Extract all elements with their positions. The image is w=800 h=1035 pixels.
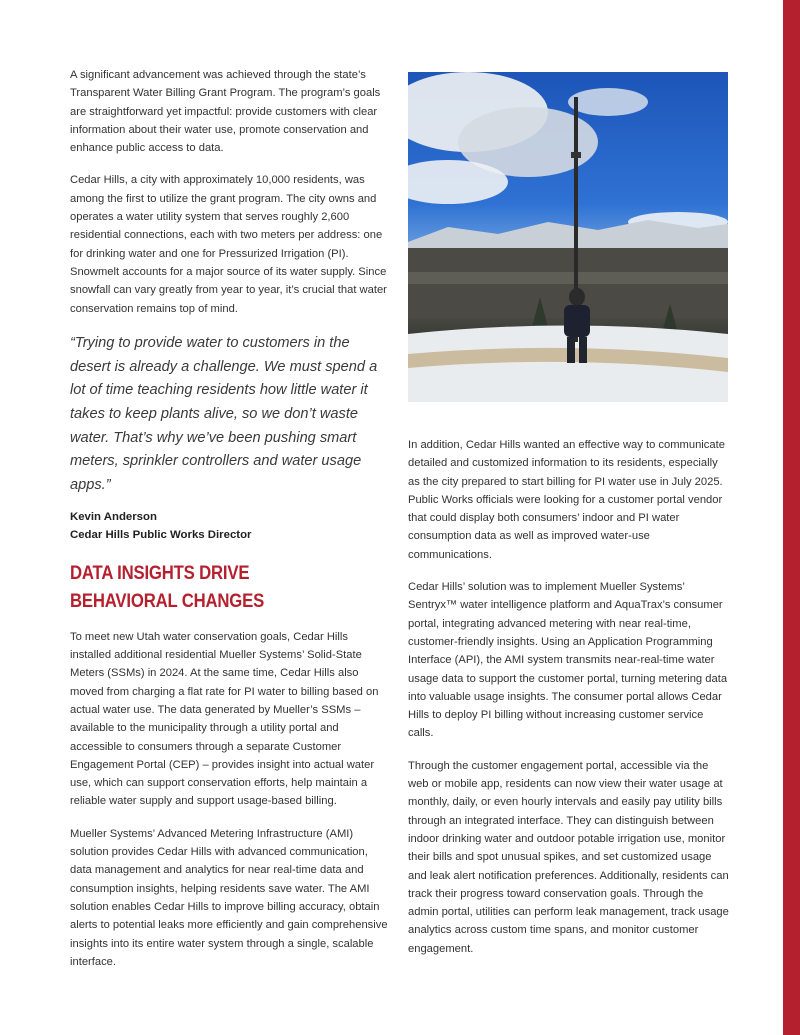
attribution-name: Kevin Anderson	[70, 510, 157, 523]
body-paragraph: A significant advancement was achieved through the state’s Transparent Water Billing Grant Program. The program’s goals are straightforward yet impactful: provide customers with clear information about their water use, promote conservation and enhance public access to data.	[70, 69, 381, 155]
body-paragraph: Through the customer engagement portal, accessible via the web or mobile app, residents can now view their water usage at monthly, daily, or even hourly intervals and easily pay utility bills through an integrated interface. They can distinguish between indoor drinking water and outdoor potable irrigation use, monitor their bills and spot unusual spikes, and set customized usage and leak alert notification preferences. Additionally, residents can track their progress toward conservation goals. Through the admin portal, utilities can perform leak management, track usage analytics across custom time spans, and monitor customer engagement.	[408, 759, 729, 955]
section-heading-line-2: BEHAVIORAL CHANGES	[70, 590, 265, 612]
photo-illustration	[408, 72, 728, 402]
quote-attribution	[70, 508, 390, 544]
accent-side-bar	[783, 0, 800, 1035]
attribution-title: Cedar Hills Public Works Director	[70, 528, 252, 541]
body-paragraph: Cedar Hills, a city with approximately 10,000 residents, was among the first to utilize the grant program. The city owns and operates a water utility system that serves roughly 2,600 residential connections, each with two meters per address: one for drinking water and one for Pressurized Irrigation (PI). Snowmelt accounts for a major source of its water supply. Since snowfall can vary greatly from year to year, it’s crucial that water conservation remains top of mind.	[70, 174, 387, 315]
right-column	[408, 72, 730, 972]
body-paragraph: In addition, Cedar Hills wanted an effective way to communicate detailed and customized information to its residents, especially as the city prepared to start billing for PI water use in July 2025. Public Works officials were looking for a customer portal vendor that could display both consumers’ indoor and PI water consumption data as well as improved water-use communications.	[408, 439, 725, 561]
photo-meter-antenna	[408, 72, 728, 402]
left-column	[70, 66, 390, 985]
body-paragraph: To meet new Utah water conservation goals, Cedar Hills installed additional residential Mueller Systems’ Solid-State Meters (SSMs) in 2024. At the same time, Cedar Hills also moved from charging a flat rate for PI water to billing based on actual water use. The data generated by Mueller’s SSMs – available to the municipality through a utility portal and accessible to consumers through a separate Customer Engagement Portal (CEP) – provides insight into actual water use, which can support conservation efforts, help maintain a reliable water supply and support usage-based billing.	[70, 630, 379, 808]
body-paragraph: Cedar Hills’ solution was to implement Mueller Systems’ Sentryx™ water intelligence platform and AquaTrax’s consumer portal, integrating advanced metering with near real-time, customer-friendly insights. Using an Application Programming Interface (API), the AMI system transmits near-real-time water usage data to support the customer portal, turning metering data into valuable usage insights. The consumer portal allows Cedar Hills to deploy PI billing without increasing customer service calls.	[408, 581, 728, 740]
pull-quote: “Trying to provide water to customers in the desert is already a challenge. We must spend a lot of time teaching residents how little water it takes to keep plants alive, so we don’t waste water. That’s why we’ve been pushing smart meters, sprinkler controllers and water usage apps.”	[70, 334, 378, 494]
section-heading-line-1: DATA INSIGHTS DRIVE	[70, 562, 250, 584]
section-heading	[70, 560, 352, 616]
body-paragraph: Mueller Systems’ Advanced Metering Infrastructure (AMI) solution provides Cedar Hills with advanced communication, data management and analytics for near real-time data and consumption insights, helping residents save water. The AMI solution enables Cedar Hills to improve billing accuracy, obtain alerts to potential leaks more efficiently and gain comprehensive insights into its entire water system through a single, scalable interface.	[70, 827, 388, 968]
